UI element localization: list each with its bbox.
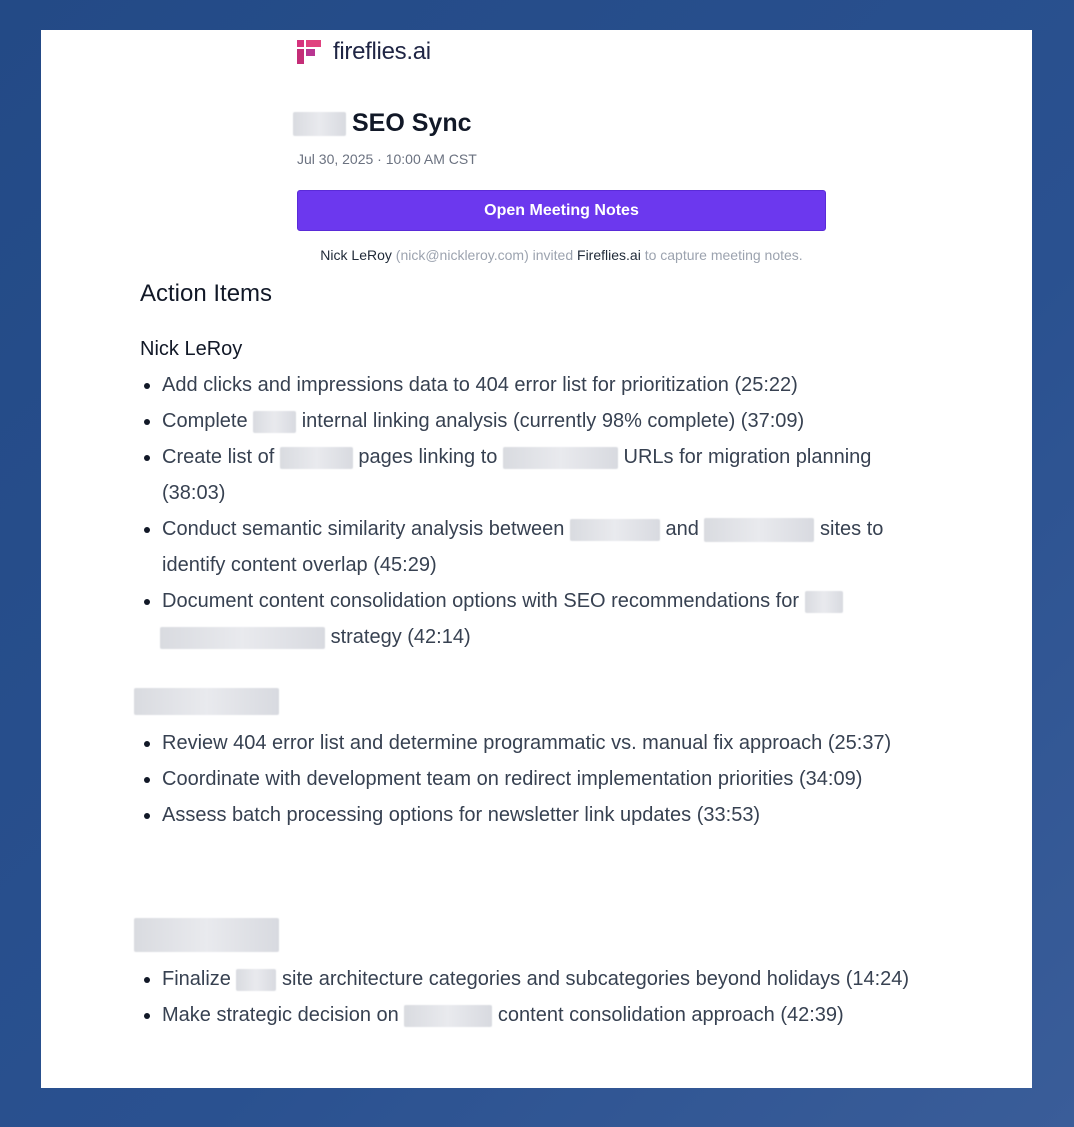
email-card: [41, 30, 1032, 1088]
action-item: • Create list of pages linking to URLs for migration planning (38:03): [162, 439, 922, 511]
fireflies-logo-icon: [297, 40, 321, 64]
action-item: • Complete internal linking analysis (currently 98% complete) (37:09): [162, 403, 922, 439]
assignee-group: [134, 688, 922, 833]
action-item-list: [134, 725, 922, 833]
action-item: • Add clicks and impressions data to 404 error list for prioritization (25:22): [162, 367, 922, 403]
redacted-text: [503, 447, 618, 469]
action-item-list: [134, 961, 922, 1033]
meeting-title-row: [293, 109, 472, 138]
redacted-text: [293, 112, 346, 136]
brand-name: fireflies.ai: [333, 38, 431, 65]
inviter-email: (nick@nickleroy.com) invited: [395, 247, 574, 263]
service-name: Fireflies.ai: [577, 247, 641, 263]
redacted-assignee-name: [134, 688, 279, 715]
invite-line: [41, 247, 1032, 263]
action-item: • Assess batch processing options for newsletter link updates (33:53): [162, 797, 922, 833]
redacted-text: [236, 969, 276, 991]
action-item: • Document content consolidation options with SEO recommendations for strategy (42:14): [162, 583, 922, 655]
action-item: • Review 404 error list and determine programmatic vs. manual fix approach (25:37): [162, 725, 922, 761]
action-item: • Finalize site architecture categories and subcategories beyond holidays (14:24): [162, 961, 922, 997]
assignee-name: Nick LeRoy: [140, 338, 243, 360]
action-item-list: [140, 367, 922, 655]
assignee-group: [140, 338, 922, 655]
meeting-title: SEO Sync: [352, 109, 472, 137]
meeting-date: Jul 30, 2025 · 10:00 AM CST: [297, 151, 477, 167]
redacted-text: [805, 591, 843, 613]
inviter-name: Nick LeRoy: [320, 247, 392, 263]
action-item: • Conduct semantic similarity analysis between and sites to identify content overlap (45:29): [162, 511, 922, 583]
assignee-group: [134, 918, 922, 1033]
invite-suffix: to capture meeting notes.: [644, 247, 803, 263]
open-meeting-notes-button[interactable]: Open Meeting Notes: [297, 190, 826, 231]
redacted-text: [404, 1005, 492, 1027]
redacted-assignee-name: [134, 918, 279, 952]
action-items-heading: Action Items: [140, 280, 273, 307]
redacted-text: [160, 627, 325, 649]
action-item: • Coordinate with development team on redirect implementation priorities (34:09): [162, 761, 922, 797]
action-item: • Make strategic decision on content consolidation approach (42:39): [162, 997, 922, 1033]
redacted-text: [253, 411, 296, 433]
redacted-text: [704, 518, 814, 542]
brand-logo[interactable]: [297, 38, 431, 66]
redacted-text: [280, 447, 353, 469]
redacted-text: [570, 519, 660, 541]
